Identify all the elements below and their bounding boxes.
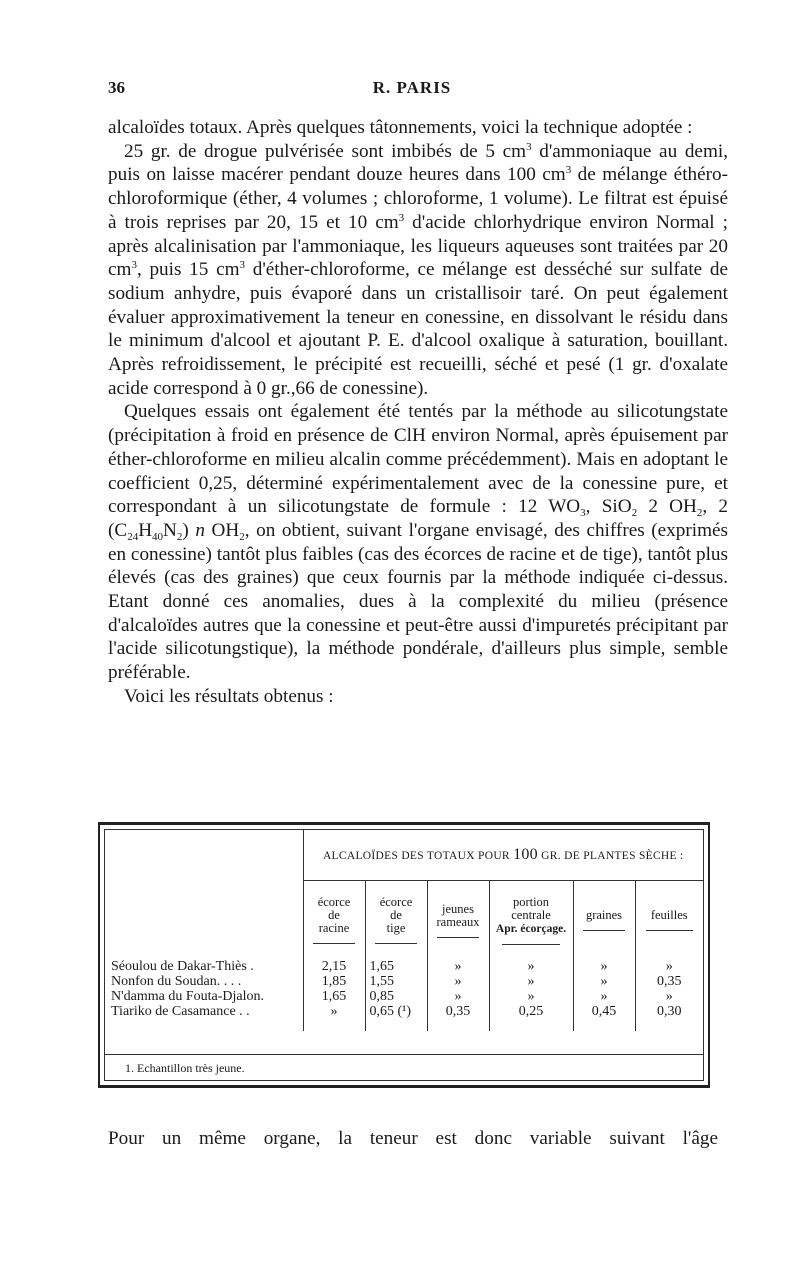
column-header-stem-bark: écorce de tige: [365, 881, 427, 960]
table-row: N'damma du Fouta-Djalon. 1,65 0,85 » » » »: [105, 989, 703, 1004]
column-header-central-portion: portion centrale Apr. écorçage.: [489, 881, 573, 960]
table-row: Tiariko de Casamance . . » 0,65 (¹) 0,35 0,25 0,45 0,30: [105, 1004, 703, 1031]
table-row: Séoulou de Dakar-Thiès . 2,15 1,65 » » » »: [105, 959, 703, 974]
column-header-leaves: feuilles: [635, 881, 703, 960]
paragraph-2: 25 gr. de drogue pulvérisée sont imbibés de 5 $cm^3$ d'ammoniaque au demi, puis on laisse macérer pendant douze heures dans 100 $cm^3$ de mélange éthéro-chloroformique (éther, 4 volumes ; chloroforme, 1 volume). Le filtrat est épuisé à trois reprises par 20, 15 et 10 $cm^3$ d'acide chlorhydrique environ Normal ; après alcalinisation par l'ammoniaque, les liqueurs aqueuses sont traitées par 20 $cm^3$, puis 15 $cm^3$ d'éther-chloroforme, ce mélange est desséché sur sulfate de sodium anhydre, puis évaporé dans un cristallisoir taré. On peut également évaluer approximativement la teneur en conessine, en dissolvant le résidu dans le minimum d'alcool et ajoutant P. E. d'alcool oxalique à saturation, bouillant. Après refroidissement, le précipité est recueilli, séché et pesé (1 gr. d'oxalate acide correspond à 0 gr.,66 de conessine).: [108, 140, 729, 399]
page-number: 36: [108, 78, 125, 97]
paragraph-1: alcaloïdes totaux. Après quelques tâtonnements, voici la technique adoptée :: [108, 117, 693, 138]
column-header-young-branches: jeunes rameaux: [427, 881, 489, 960]
results-table: [105, 830, 703, 1031]
closing-line: Pour un même organe, la teneur est donc variable suivant l'âge: [108, 1128, 718, 1149]
table-row: Nonfon du Soudan. . . . 1,85 1,55 » » » 0,35: [105, 974, 703, 989]
running-title: R. PARIS: [372, 78, 452, 97]
footnote-divider: [105, 1054, 703, 1055]
table-footnote: 1. Echantillon très jeune.: [125, 1061, 245, 1075]
column-header-root-bark: écorce de racine: [303, 881, 365, 960]
paragraph-4: Voici les résultats obtenus :: [124, 685, 334, 707]
paragraph-3: Quelques essais ont également été tentés par la méthode au silicotungstate (précipitation à froid en présence de ClH environ Normal, après épuisement par éther-chloroforme en milieu alcalin comme précédemment). Mais en adoptant le coefficient 0,25, déterminé expérimentalement avec de la conessine pure, et correspondant à un silicotungstate de formule : 12 $WO_3$, SiO$_2$ 2 $OH_2$, 2 $(C_{24}H_{40}N_2)$ n $OH_2$, on obtient, suivant l'organe envisagé, des chiffres (exprimés en conessine) tantôt plus faibles (cas des écorces de racine et de tige), tantôt plus élevés (cas des graines) que ceux fournis par la méthode indiquée ci-dessus. Etant donné ces anomalies, dues à la complexité du milieu (présence d'alcaloïdes autres que la conessine et peut-être aussi d'impuretés précipitant par l'acide silicotungstique), la méthode pondérale, d'ailleurs plus simple, semble préférable.: [108, 401, 729, 684]
group-header: ALCALOÏDES DES TOTAUX POUR 100 GR. DE PLANTES SÈCHE :: [303, 830, 703, 881]
body-text: [108, 116, 728, 709]
page-header: [108, 78, 716, 102]
results-table-frame: [98, 822, 710, 1088]
column-header-seeds: graines: [573, 881, 635, 960]
